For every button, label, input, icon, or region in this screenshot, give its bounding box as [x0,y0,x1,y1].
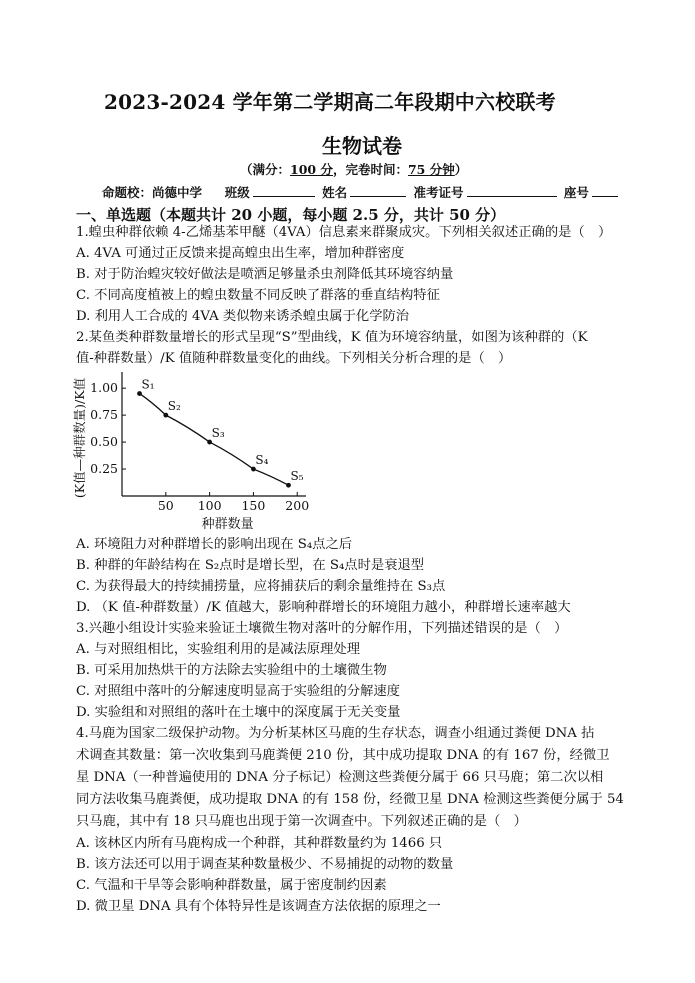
exam-subtitle: 生物试卷 [322,134,402,158]
score-time-line [240,160,467,178]
x-axis-label: 种群数量 [201,517,254,532]
point-s1 [137,391,142,396]
y-tick-label: 1.00 [90,380,118,396]
point-label-s3: S₃ [211,426,225,441]
y-tick-label: 0.75 [90,407,118,423]
y-tick-label: 0.50 [90,434,118,450]
q4-option-b: B. 该方法还可以用于调查某种数量极少、不易捕捉的动物的数量 [76,857,454,872]
point-s2 [163,413,168,418]
q1-option-d: D. 利用人工合成的 4VA 类似物来诱杀蝗虫属于化学防治 [76,309,410,324]
q3-stem: 3.兴趣小组设计实验来验证土壤微生物对落叶的分解作用，下列描述错误的是（ ） [76,621,568,636]
score-suffix: ） [454,162,468,177]
q2-option-c: C. 为获得最大的持续捕捞量，应将捕获后的剩余量维持在 S₃点 [76,579,446,594]
q2-stem-line1: 2.某鱼类种群数量增长的形式呈现“S”型曲线，K 值为环境容纳量，如图为该种群的（K [76,330,588,345]
score-prefix: （满分： [240,162,291,177]
point-label-s2: S₂ [167,399,181,414]
q2-option-d: D. （K 值-种群数量）/K 值越大，影响种群增长的环境阻力越小，种群增长速率越大 [76,600,571,615]
x-tick-label: 200 [285,498,310,513]
q4-stem-line3: 星 DNA（一种普遍使用的 DNA 分子标记）检测这些粪便分属于 66 只马鹿；第二次以相 [76,770,604,785]
chart-axes [72,372,309,532]
q3-option-d: D. 实验组和对照组的落叶在土壤中的深度属于无关变量 [76,705,401,720]
chart-marks [137,378,304,488]
point-label-s1: S₁ [141,377,155,392]
exam-no-label: 准考证号 [413,185,464,200]
name-label: 姓名 [322,185,348,200]
q4-stem-line1: 4.马鹿为国家二级保护动物。为分析某林区马鹿的生存状态，调查小组通过粪便 DNA 拈 [76,726,595,741]
q4-stem-line2: 术调查其数量：第一次收集到马鹿粪便 210 份，其中成功提取 DNA 的有 167 份，经微卫 [76,748,610,763]
score-mid: ，完卷时间： [332,162,408,177]
x-tick-label: 50 [157,498,174,513]
exam-no-field[interactable] [467,184,557,197]
q2-stem-line2: 值-种群数量）/K 值随种群数量变化的曲线。下列相关分析合理的是（ ） [76,351,512,366]
q3-option-b: B. 可采用加热烘干的方法除去实验组中的土壤微生物 [76,663,387,678]
full-score: 100 分 [290,162,333,177]
q3-option-a: A. 与对照组相比，实验组利用的是减法原理处理 [76,642,360,657]
point-s5 [286,483,291,488]
section-title: 一、单选题（本题共计 20 小题，每小题 2.5 分，共计 50 分） [76,206,506,224]
point-label-s4: S₄ [255,453,269,468]
point-label-s5: S₅ [290,469,304,484]
q2-option-b: B. 种群的年龄结构在 S₂点时是增长型，在 S₄点时是衰退型 [76,558,425,573]
q1-option-a: A. 4VA 可通过正反馈来提高蝗虫出生率，增加种群密度 [76,246,405,261]
student-info-line [102,183,621,201]
name-field[interactable] [350,184,406,197]
population-chart [74,368,314,534]
q1-option-c: C. 不同高度植被上的蝗虫数量不同反映了群落的垂直结构特征 [76,288,440,303]
y-tick-label: 0.25 [90,461,118,477]
q4-option-a: A. 该林区内所有马鹿构成一个种群，其种群数量约为 1466 只 [76,836,443,851]
q1-option-b: B. 对于防治蝗灾较好做法是喷洒足够量杀虫剂降低其环境容纳量 [76,267,454,282]
school-label: 命题校：尚德中学 [102,185,203,200]
q4-stem-line5: 只马鹿，其中有 18 只马鹿也出现于第一次调查中。下列叙述正确的是（ ） [76,814,527,829]
point-s3 [207,440,212,445]
exam-time: 75 分钟 [407,162,455,177]
seat-label: 座号 [563,185,589,200]
point-s4 [251,467,256,472]
q4-stem-line4: 同方法收集马鹿粪便，成功提取 DNA 的有 158 份，经微卫星 DNA 检测这些粪便分属于 54 [76,792,624,807]
q4-option-c: C. 气温和干旱等会影响种群数量，属于密度制约因素 [76,878,387,893]
y-axis-label: (K值—种群数量)/K值 [72,377,87,499]
x-tick-label: 100 [197,498,222,513]
class-label: 班级 [224,185,250,200]
seat-field[interactable] [592,184,618,197]
exam-title: 2023-2024 学年第二学期高二年段期中六校联考 [104,90,556,114]
q3-option-c: C. 对照组中落叶的分解速度明显高于实验组的分解速度 [76,684,400,699]
q4-option-d: D. 微卫星 DNA 具有个体特异性是该调查方法依据的原理之一 [76,899,441,914]
class-field[interactable] [253,184,315,197]
q2-option-a: A. 环境阻力对种群增长的影响出现在 S₄点之后 [76,537,353,552]
q1-stem: 1.蝗虫种群依赖 4-乙烯基苯甲醚（4VA）信息素来群聚成灾。下列相关叙述正确的是（ ） [76,225,612,240]
x-tick-label: 150 [241,498,266,513]
